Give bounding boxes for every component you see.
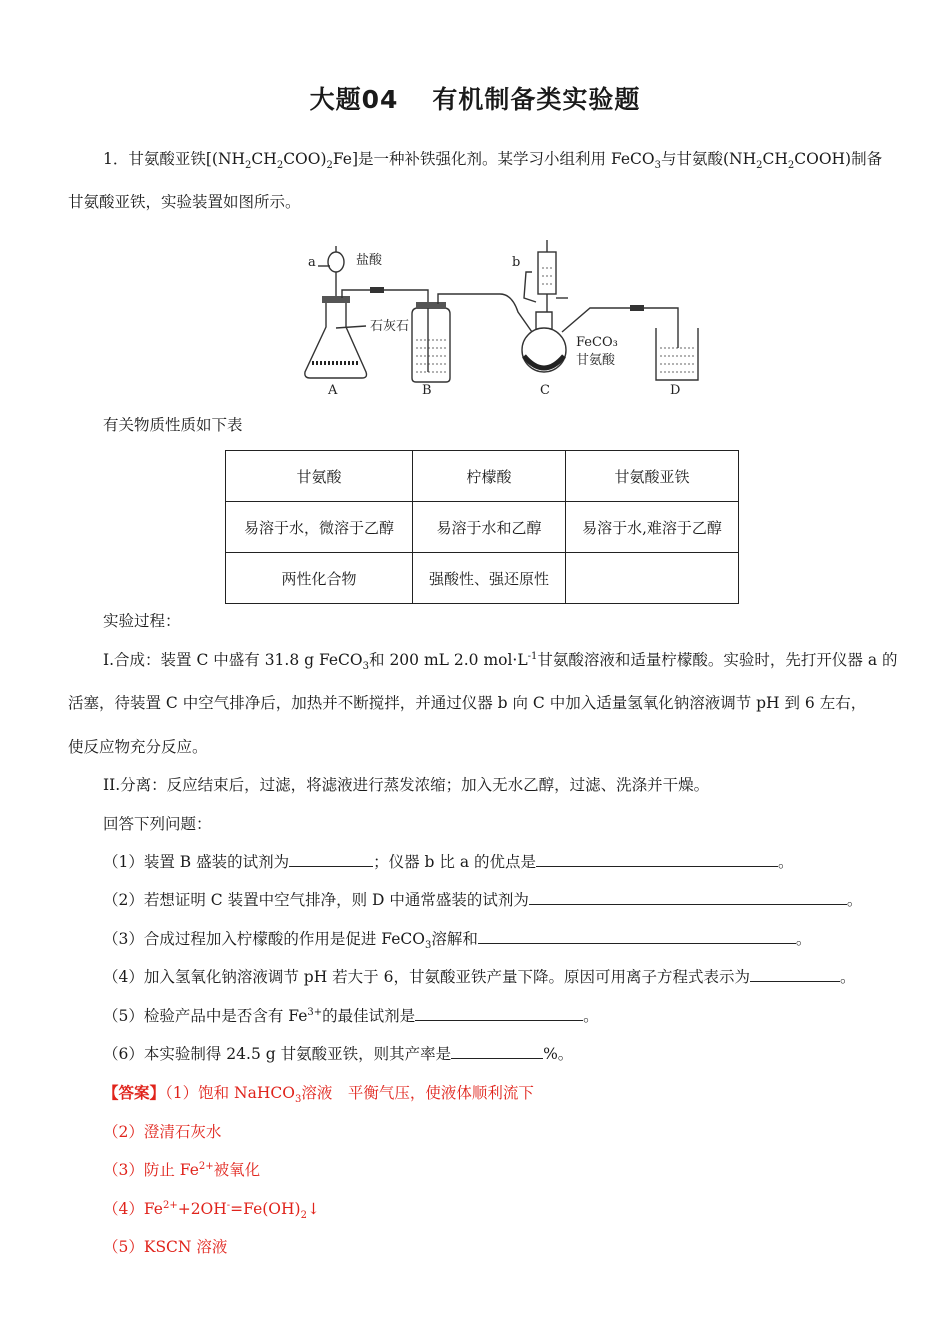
synthesis-line1: I.合成：装置 C 中盛有 31.8 g FeCO$_3$和 200 mL 2.0 $mol\cdot L^{-1}$甘氨酸溶液和适量柠檬酸。实验时，先打开仪器 a 的 (103, 650, 898, 673)
separation-line: II.分离：反应结束后，过滤，将滤液进行蒸发浓缩；加入无水乙醇，过滤、洗涤并干燥。 (103, 776, 710, 794)
flask-a-icon (305, 302, 367, 378)
rubber-joint-icon (370, 287, 384, 293)
answer-blank[interactable] (529, 889, 847, 905)
label-D: D (670, 383, 681, 398)
answer-4: $(4)Fe^{2+}+2OH^-=Fe(OH)_2↓$ (103, 1199, 320, 1222)
answer-2: （2）澄清石灰水 (103, 1123, 222, 1141)
table-caption: 有关物质性质如下表 (103, 416, 243, 434)
label-feco3: FeCO₃ (576, 335, 618, 350)
question-intro-line2: 甘氨酸亚铁，实验装置如图所示。 (68, 193, 301, 211)
question-1: （1）装置 B 盛装的试剂为 ；仪器 b 比 a 的优点是 。 (103, 853, 794, 871)
label-B: B (422, 383, 432, 398)
flask-c-icon (522, 328, 566, 372)
answer-prompt: 回答下列问题： (103, 815, 212, 833)
apparatus-figure (300, 232, 712, 402)
answer-blank[interactable] (289, 851, 373, 867)
answer-1: 【答案】（1）饱和 NaHCO$_3$溶液 平衡气压，使液体顺利流下 (103, 1083, 534, 1106)
table-cell: 易溶于水和乙醇 (413, 502, 566, 553)
table-cell: 易溶于水,难溶于乙醇 (566, 502, 739, 553)
question-4: （4）加入氢氧化钠溶液调节 pH 若大于 6，甘氨酸亚铁产量下降。原因可用离子方程式表示为 。 (103, 968, 856, 986)
question-3: （3）合成过程加入柠檬酸的作用是促进 FeCO$_3$溶解和 。 (103, 930, 812, 952)
table-header: 甘氨酸亚铁 (566, 451, 739, 502)
page-title (0, 80, 950, 116)
table-header: 柠檬酸 (413, 451, 566, 502)
table-cell: 强酸性、强还原性 (413, 553, 566, 604)
answer-5: （5）KSCN 溶液 (103, 1238, 228, 1256)
table-row (226, 553, 739, 604)
label-hcl: 盐酸 (356, 253, 383, 268)
table-row (226, 502, 739, 553)
question-5: （5）检验产品中是否含有 $Fe^{3+}$的最佳试剂是 。 (103, 1006, 599, 1025)
synthesis-line3: 使反应物充分反应。 (68, 738, 208, 756)
process-label: 实验过程： (103, 612, 181, 630)
label-limestone: 石灰石 (370, 319, 410, 334)
synthesis-line2: 活塞，待装置 C 中空气排净后，加热并不断搅拌，并通过仪器 b 向 C 中加入适量氢氧化钠溶液调节 pH 到 6 左右， (68, 694, 867, 712)
label-b: b (512, 255, 521, 270)
table-cell: 易溶于水，微溶于乙醇 (226, 502, 413, 553)
answer-blank[interactable] (415, 1005, 583, 1021)
properties-table (225, 450, 739, 604)
label-C: C (540, 383, 550, 398)
table-row (226, 451, 739, 502)
answer-blank[interactable] (750, 966, 840, 982)
label-glycine: 甘氨酸 (576, 353, 616, 368)
table-cell: 两性化合物 (226, 553, 413, 604)
answer-blank[interactable] (478, 928, 796, 944)
bottle-b-icon (412, 308, 450, 382)
table-header: 甘氨酸 (226, 451, 413, 502)
dropping-funnel-b-icon (538, 252, 556, 294)
table-cell (566, 553, 739, 604)
answer-tag: 【答案】 (103, 1083, 166, 1102)
dropping-funnel-a-icon (328, 252, 344, 272)
label-A: A (328, 383, 338, 398)
question-6: （6）本实验制得 24.5 g 甘氨酸亚铁，则其产率是 %。 (103, 1045, 574, 1063)
label-a: a (308, 255, 316, 270)
answer-blank[interactable] (451, 1043, 543, 1059)
answer-3: （3）防止 $Fe^{2+}$被氧化 (103, 1160, 261, 1179)
answer-blank[interactable] (536, 851, 778, 867)
question-intro-line1: 1．甘氨酸亚铁$[(NH_2CH_2COO)_2Fe]$是一种补铁强化剂。某学习小组利用 FeCO$_3$与甘氨酸$(NH_2CH_2COOH)$制备 (103, 150, 883, 172)
title-sub: 有机制备类实验题 (432, 85, 641, 114)
question-2: （2）若想证明 C 装置中空气排净，则 D 中通常盛装的试剂为 。 (103, 891, 863, 909)
title-main: 大题04 (309, 85, 399, 114)
